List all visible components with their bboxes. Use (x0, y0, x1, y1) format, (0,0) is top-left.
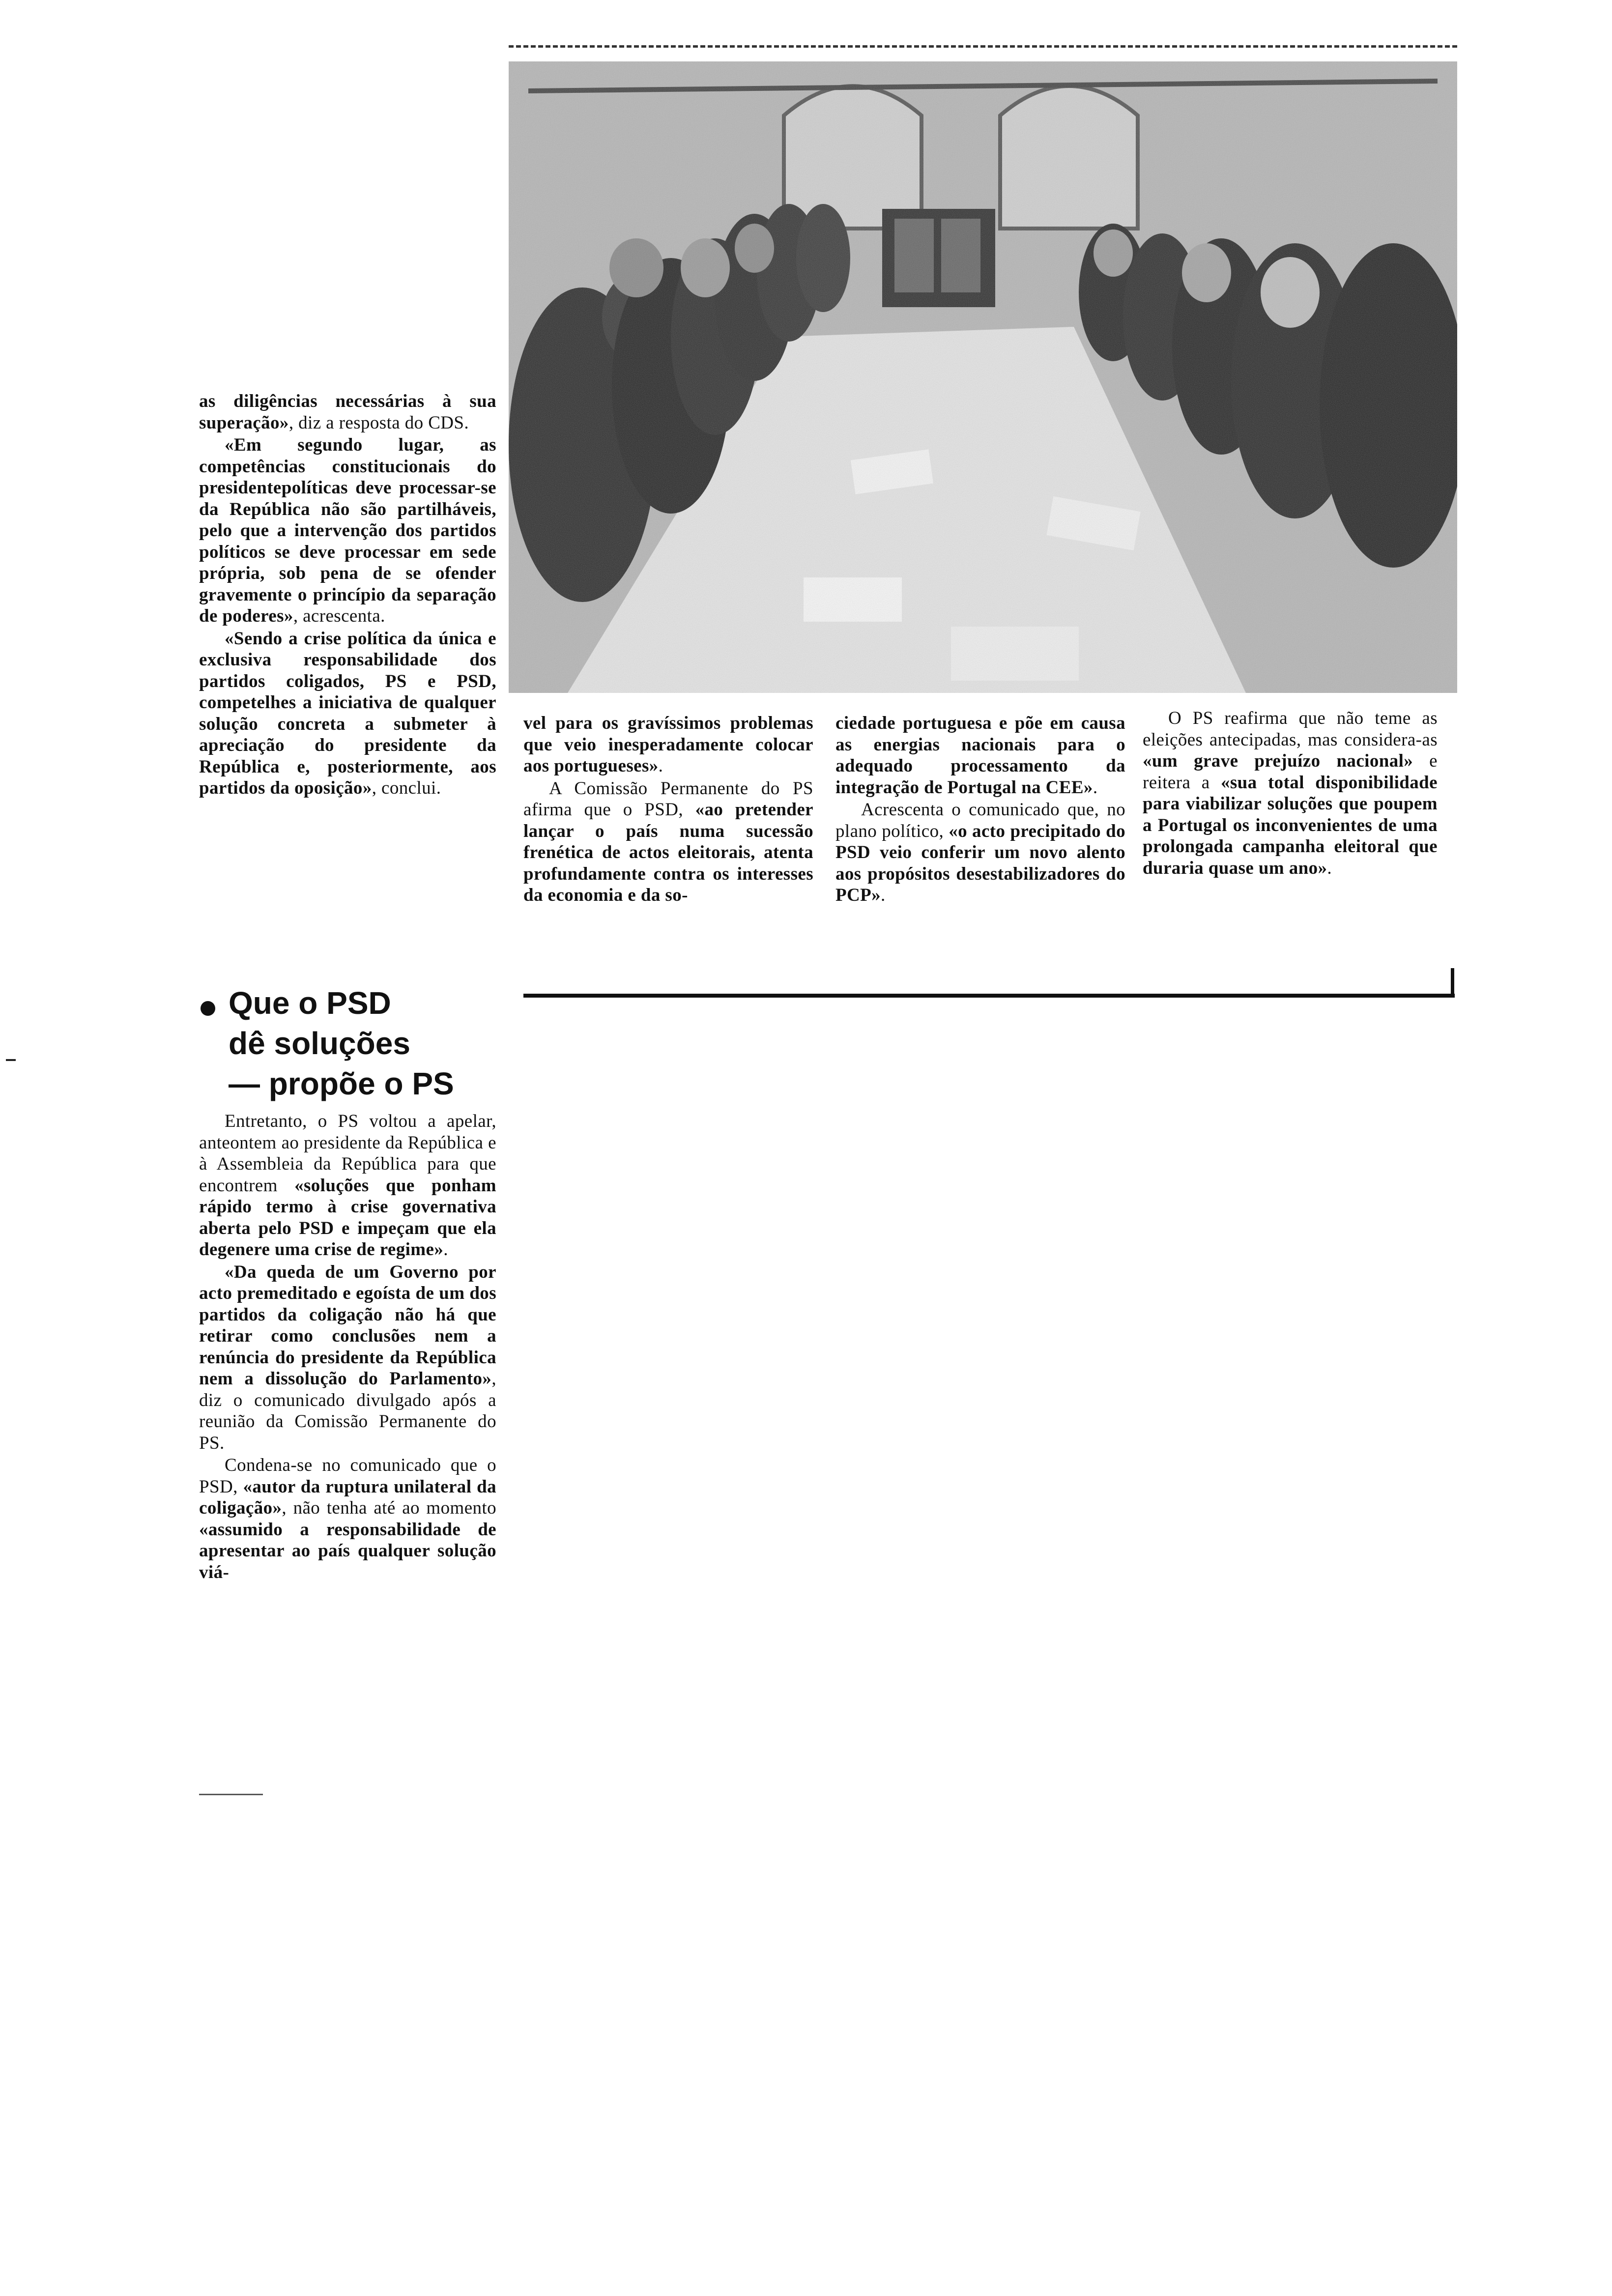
paragraph: «Sendo a crise política da única e exclusiva responsabilidade dos partidos coligados, PS e PSD, competelhes a iniciativa de qualquer solução concreta a submeter à apreciação do presidente da República e, posteriormente, aos partidos da oposição», conclui. (199, 628, 496, 798)
paragraph: Entretanto, o PS voltou a apelar, anteontem ao presidente da República e à Assembleia da República para que encontrem «soluções que ponham rápido termo à crise governativa aberta pelo PSD e impeçam que ela degenere uma crise de regime». (199, 1111, 496, 1260)
meeting-photo-svg (509, 61, 1457, 693)
column-2 (523, 713, 813, 907)
frame-bottom-rule (523, 994, 1455, 998)
column-4 (1143, 708, 1438, 880)
headline-line-2: dê soluções (229, 1026, 410, 1061)
paragraph: vel para os gravíssimos problemas que veio inesperadamente colocar aos portugueses». (523, 713, 813, 776)
scan-speck (199, 1794, 263, 1795)
paragraph: Condena-se no comunicado que o PSD, «autor da ruptura unilateral da coligação», não tenha até ao momento «assumido a responsabilidade de apresentar ao país qualquer solução viá- (199, 1455, 496, 1582)
paragraph: A Comissão Permanente do PS afirma que o PSD, «ao pretender lançar o país numa sucessão frenética de actos eleitorais, atenta profundamente contra os interesses da economia e da so- (523, 778, 814, 905)
section-headline (199, 983, 523, 1104)
paragraph: O PS reafirma que não teme as eleições antecipadas, mas considera-as «um grave prejuízo nacional» e reitera a «sua total disponibilidade para viabilizar soluções que poupem a Portugal os inconvenientes de uma prolongada campanha eleitoral que duraria quase um ano». (1143, 708, 1438, 878)
column-left-top (199, 391, 496, 800)
frame-right-rule (1451, 968, 1454, 997)
photo-top-border (509, 45, 1457, 51)
meeting-photo (509, 61, 1457, 693)
headline-line-3: — propõe o PS (229, 1066, 454, 1101)
paragraph: «Da queda de um Governo por acto premeditado e egoísta de um dos partidos da coligação não há que retirar como conclusões nem a renúncia do presidente da República nem a dissolução do Parlamento», diz o comunicado divulgado após a reunião da Comissão Permanente do PS. (199, 1262, 496, 1453)
headline-line-1: Que o PSD (229, 985, 391, 1021)
paragraph: as diligências necessárias à sua superação», diz a resposta do CDS. (199, 391, 496, 433)
paragraph: ciedade portuguesa e põe em causa as energias nacionais para o adequado processamento da integração de Portugal na CEE». (835, 713, 1125, 798)
column-3 (835, 713, 1125, 907)
paragraph: Acrescenta o comunicado que, no plano político, «o acto precipitado do PSD veio conferir um novo alento aos propósitos desestabilizadores do PCP». (835, 800, 1125, 905)
scan-speck (6, 1059, 16, 1061)
column-left-bottom (199, 1111, 496, 1584)
paragraph: «Em segundo lugar, as competências constitucionais do presidentepolíticas deve processar-se da República não são partilháveis, pelo que a intervenção dos partidos políticos se deve processar em sede própria, sob pena de se ofender gravemente o princípio da separação de poderes», acrescenta. (199, 435, 496, 626)
